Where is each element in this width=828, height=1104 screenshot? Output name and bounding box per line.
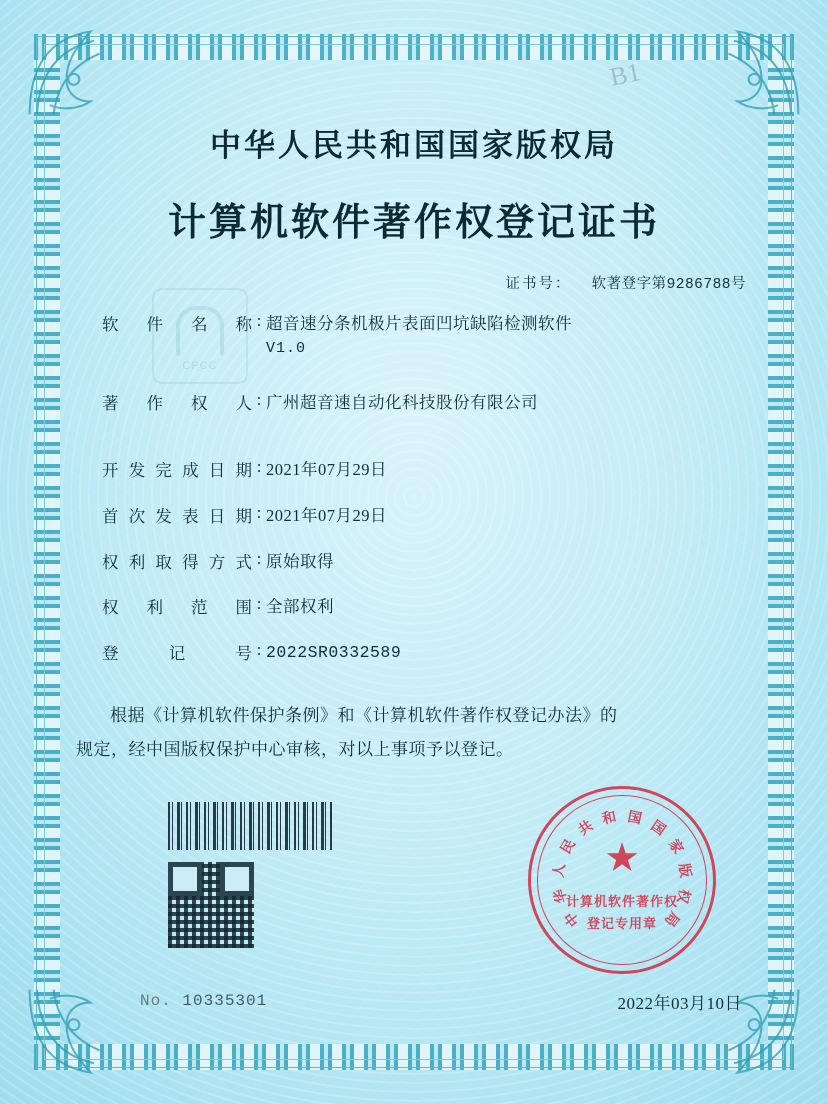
cpcc-watermark-icon [152, 288, 248, 384]
watermark-emblem-shape [176, 306, 224, 358]
seal-arc-char: 人 [551, 862, 569, 879]
handwritten-mark: B1 [606, 57, 643, 92]
seal-star-icon: ★ [604, 835, 640, 881]
seal-text-line-1: 计算机软件著作权 [565, 893, 678, 909]
field-row [102, 457, 768, 483]
field-row [102, 594, 768, 620]
seal-arc-char: 中 [562, 908, 583, 929]
field-label: 著作权人 [102, 393, 252, 413]
qr-code [168, 862, 254, 948]
field-value [266, 311, 768, 360]
field-value-text: 原始取得 [266, 551, 334, 571]
field-label: 软件名称 [102, 315, 252, 334]
field-colon: : [256, 457, 262, 477]
serial-label: No. [140, 992, 172, 1010]
field-colon: : [256, 639, 262, 659]
watermark-label: CPCC [182, 360, 218, 372]
seal-arc-char: 版 [675, 862, 693, 879]
field-row [102, 549, 768, 575]
field-value-text: 广州超音速自动化科技股份有限公司 [266, 392, 538, 412]
seal-arc-char: 国 [626, 810, 643, 828]
spacer [102, 435, 768, 457]
certificate-content [60, 57, 768, 1044]
field-row [102, 503, 768, 529]
field-colon: : [256, 502, 262, 522]
seal-arc-char: 共 [576, 818, 597, 839]
seal-arc-char: 华 [552, 887, 571, 905]
issue-date: 2022年03月10日 [617, 994, 742, 1013]
seal-arc-char: 局 [661, 908, 682, 929]
field-label: 首次发表日期 [102, 506, 252, 526]
document-title: 计算机软件著作权登记证书 [167, 202, 660, 244]
seal-arc-char: 国 [647, 818, 668, 839]
serial-number [140, 992, 267, 1010]
field-colon: : [256, 548, 262, 568]
barcode [168, 802, 334, 850]
field-label: 权利取得方式 [102, 552, 252, 572]
field-value-text: 全部权利 [266, 597, 334, 617]
field-value-text: 2021年07月29日 [266, 460, 387, 480]
official-seal [528, 786, 716, 974]
seal-arc-char: 和 [601, 810, 618, 828]
seal-text-line-2: 登记专用章 [586, 915, 657, 931]
field-value-text: 2021年07月29日 [266, 505, 387, 525]
field-colon: : [256, 311, 262, 330]
statement-line-2: 规定，经中国版权保护中心审核，对以上事项予以登记。 [76, 740, 514, 760]
certificate-footer [60, 796, 768, 1026]
seal-arc-char: 民 [558, 837, 579, 857]
statement-paragraph [60, 699, 768, 767]
field-colon: : [256, 594, 262, 614]
field-value-text: 2022SR0332589 [266, 642, 402, 662]
seal-arc-char: 权 [673, 887, 692, 905]
certificate-number-value: 软著登字第9286788号 [591, 277, 746, 293]
field-label: 开发完成日期 [102, 461, 252, 481]
field-value-version: V1.0 [266, 339, 307, 357]
serial-value: 10335301 [182, 992, 268, 1010]
field-row [102, 640, 768, 666]
seal-arc-char: 家 [665, 837, 686, 857]
certificate-number-label: 证书号： [505, 276, 572, 292]
field-row [102, 390, 768, 416]
statement-line-1: 根据《计算机软件保护条例》和《计算机软件著作权登记办法》的 [110, 706, 618, 726]
issuing-organization-title: 中华人民共和国国家版权局 [210, 128, 618, 163]
field-label: 登记号 [102, 643, 252, 663]
field-colon: : [256, 389, 262, 409]
field-label: 权利范围 [102, 598, 252, 618]
field-value-text: 超音速分条机极片表面凹坑缺陷检测软件 [266, 314, 572, 333]
